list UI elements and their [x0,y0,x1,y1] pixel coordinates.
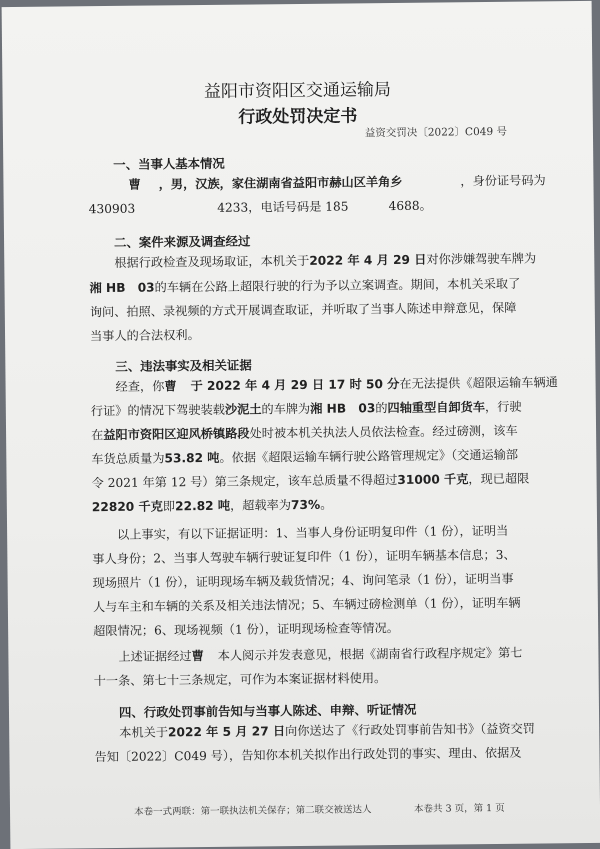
party-info-line-1: 曹 ，男，汉族，家住湖南省益阳市赫山区羊角乡 ，身份证号码为 [128,173,546,192]
evidence-line-1: 以上事实，有以下证据证明：1、当事人身份证明复印件（1 份），证明当 [117,523,509,542]
case-date: 2022 年 4 月 29 日 [309,252,427,268]
document-title: 行政处罚决定书 [238,106,358,128]
section-1-heading: 一、当事人基本情况 [113,155,225,172]
evidence-review-line-1: 上述证据经过曹 本人阅示并发表意见，根据《湖南省行政程序规定》第七 [118,645,523,664]
evidence-line-5: 超限情况；6、现场视频（1 份），证明现场检查等情况。 [93,620,400,639]
overload-t: 22.82 吨 [174,498,231,514]
evidence-line-2: 事人身份；2、当事人驾驶车辆行驶证复印件（1 份），证明车辆基本信息；3、 [92,547,516,567]
overload-rate: 73% [290,497,321,513]
section-2-heading: 二、案件来源及调查经过 [113,233,251,250]
facts-line-5: 令 2021 年第 12 号）第三条规定，该车总质量不得超过31000 千克，现已超限 [91,471,530,491]
facts-line-4: 车货总质量为53.82 吨。依据《超限运输车辆行驶公路管理规定》（交通运输部 [91,447,519,467]
id-number-prefix: 430903 [88,201,136,217]
document-number: 益资交罚决〔2022〕C049 号 [364,125,508,140]
section-4-heading: 四、行政处罚事前告知与当事人陈述、申辩、听证情况 [118,701,417,720]
footer-page-count: 本卷共 3 页，第 1 页 [413,802,505,815]
notice-line-1: 本机关于2022 年 5 月 27 日向你送达了《行政处罚事前告知书》（益资交罚 [119,721,535,740]
case-source-line-4: 当事人的合法权利。 [89,328,200,344]
evidence-line-3: 现场照片（1 份），证明现场车辆及载货情况；4、询问笔录（1 份），证明当事 [92,571,514,591]
party-address: 湖南省益阳市赫山区羊角乡 [256,174,403,191]
vehicle-type: 四轴重型自卸货车 [387,400,486,416]
party-info-line-2: 430903 4233，电话号码是 185 4688。 [88,198,432,217]
phone-suffix: 4688。 [388,198,432,214]
party-name: 曹 [128,177,141,192]
case-source-line-3: 询问、拍照、录视频的方式开展调查取证，并听取了当事人陈述申辩意见，保障 [89,300,517,320]
vehicle-plate: 湘 HB 03 [89,280,155,296]
evidence-line-4: 人与车主和车辆的关系及相关违法情况；5、车辆过磅检测单（1 份），证明车辆 [92,595,521,615]
violation-location: 益阳市资阳区迎风桥镇路段 [103,426,250,443]
section-3-heading: 三、违法事实及相关证据 [115,357,252,374]
total-mass: 53.82 吨 [164,450,220,466]
violation-time: 于 2022 年 4 月 29 日 17 时 50 分 [190,376,400,394]
overload-kg: 22820 千克 [91,499,163,515]
mass-limit: 31000 千克 [397,472,469,487]
facts-line-3: 在益阳市资阳区迎风桥镇路段处时被本机关执法人员依法检查。经过磅测，该车 [91,423,518,443]
facts-line-6: 22820 千克即22.82 吨，超载率为73%。 [91,497,333,515]
case-source-line-1: 根据行政检查及现场取证，本机关于2022 年 4 月 29 日对你涉嫌驾驶车牌为 [114,251,537,270]
document-page [2,1,600,849]
cargo: 沙泥土 [224,402,262,417]
issuing-organization: 益阳市资阳区交通运输局 [203,80,392,102]
evidence-review-line-2: 十一条、第七十三条规定，可作为本案证据材料使用。 [93,671,387,689]
notice-date: 2022 年 5 月 27 日 [167,724,286,740]
case-source-line-2: 湘 HB 03的车辆在公路上超限行驶的行为予以立案调查。期间，本机关采取了 [89,276,521,296]
facts-line-1: 经查，你曹 于 2022 年 4 月 29 日 17 时 50 分在无法提供《超限运输车辆通 [115,375,558,394]
facts-line-2: 行证》的情况下驾驶装载沙泥土的车牌为湘 HB 03的四轴重型自卸货车，行驶 [90,399,522,419]
notice-line-2: 告知〔2022〕C049 号），告知你本机关拟作出行政处罚的事实、理由、依据及 [94,745,522,765]
footer-copies-note: 本卷一式两联：第一联执法机关保存；第二联交被送达人 [133,804,372,818]
